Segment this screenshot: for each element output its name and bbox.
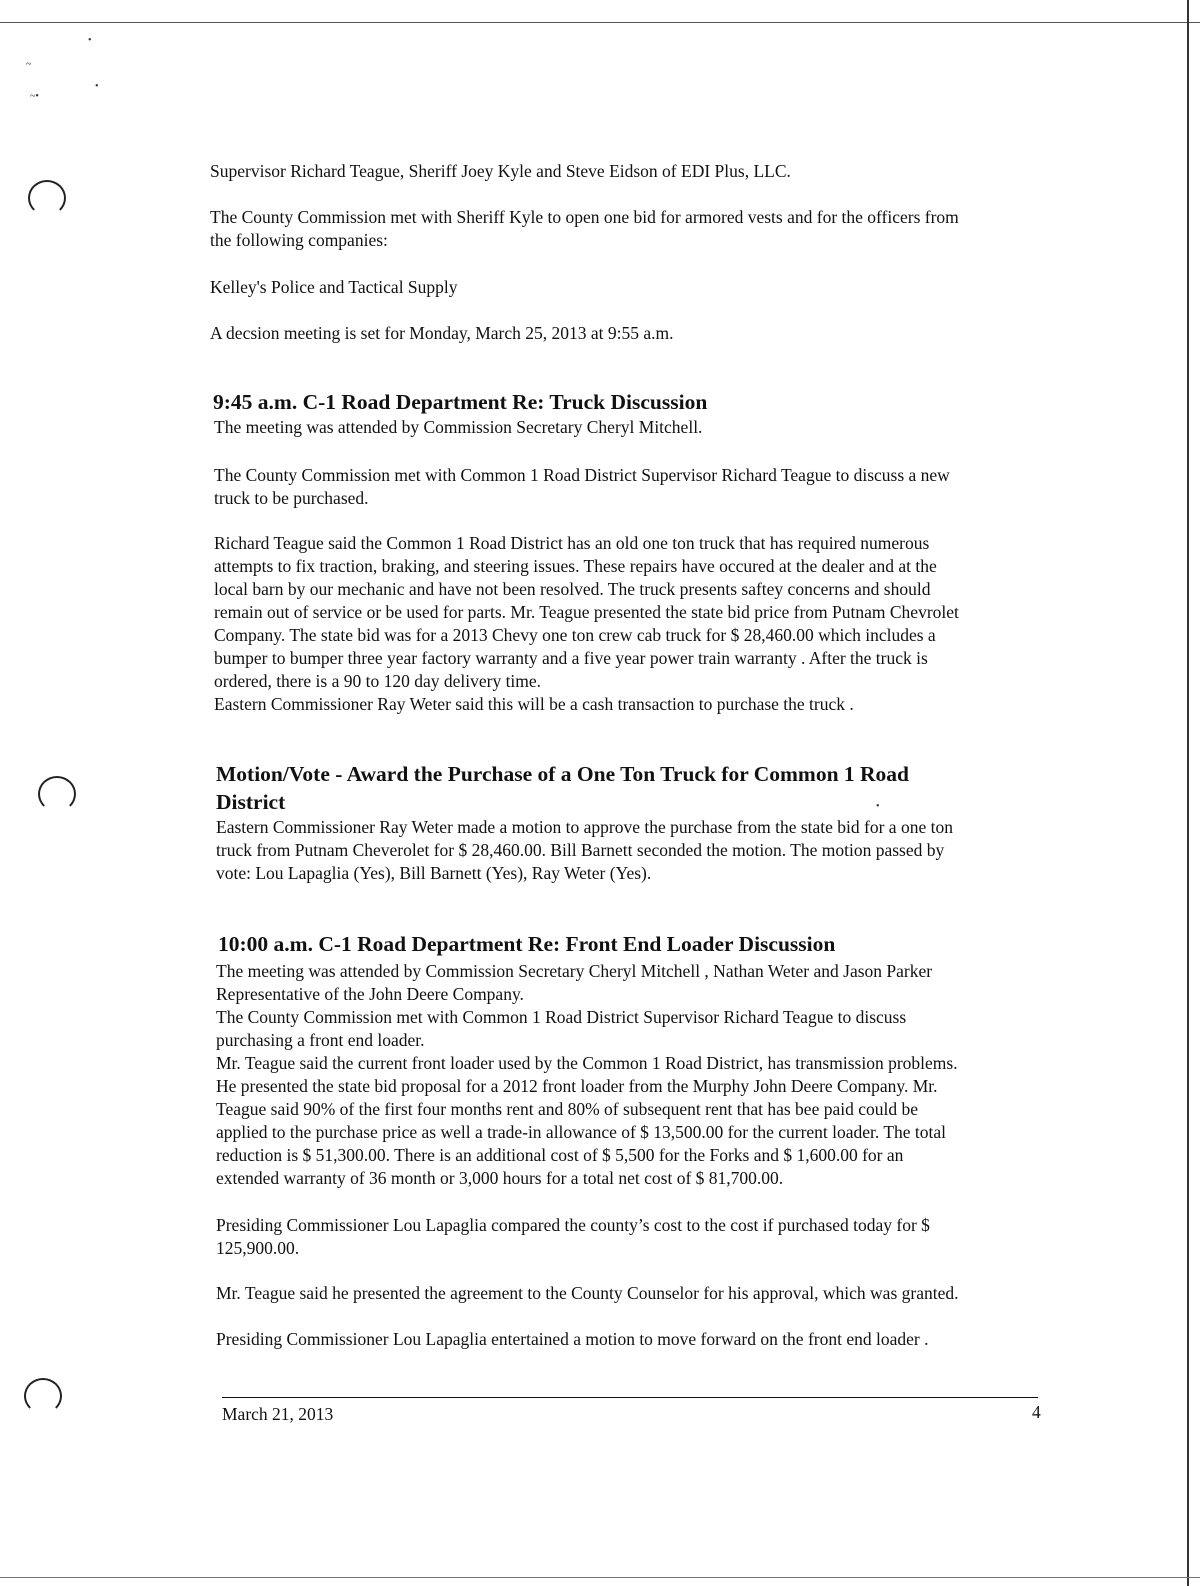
scan-speck: ~	[26, 59, 32, 70]
scan-edge-top	[0, 22, 1200, 23]
scan-speck: •	[95, 81, 99, 92]
loader-motion-note: Presiding Commissioner Lou Lapaglia entertained a motion to move forward on the front end loader .	[216, 1329, 929, 1349]
scan-speck: •	[876, 801, 880, 812]
truck-attendance: The meeting was attended by Commission Secretary Cheryl Mitchell.	[214, 417, 703, 437]
scan-speck: •	[88, 35, 92, 46]
scan-edge-right	[1187, 0, 1189, 1586]
decision-meeting-note: A decsion meeting is set for Monday, March 25, 2013 at 9:55 a.m.	[210, 323, 674, 343]
loader-meeting-purpose: The County Commission met with Common 1 Road District Supervisor Richard Teague to discuss purchasing a front end loader.	[216, 1007, 907, 1050]
truck-meeting-purpose: The County Commission met with Common 1 Road District Supervisor Richard Teague to discuss a new truck to be purchased.	[214, 465, 950, 508]
bidder-company: Kelley's Police and Tactical Supply	[210, 277, 458, 297]
scan-speck: ~•	[30, 91, 39, 102]
cost-comparison-paragraph: Presiding Commissioner Lou Lapaglia compared the county’s cost to the cost if purchased today for $ 125,900.00.	[216, 1215, 930, 1258]
motion-vote-heading: Motion/Vote - Award the Purchase of a One Ton Truck for Common 1 Road District	[216, 762, 910, 814]
loader-discussion-heading: 10:00 a.m. C-1 Road Department Re: Front End Loader Discussion	[218, 932, 836, 956]
attendees-line: Supervisor Richard Teague, Sheriff Joey Kyle and Steve Eidson of EDI Plus, LLC.	[210, 161, 791, 181]
punch-hole-top	[28, 180, 66, 216]
punch-hole-bottom	[24, 1378, 62, 1414]
footer-date: March 21, 2013	[222, 1404, 334, 1424]
punch-hole-middle	[38, 776, 76, 812]
truck-discussion-heading: 9:45 a.m. C-1 Road Department Re: Truck Discussion	[213, 390, 708, 414]
truck-details-paragraph: Richard Teague said the Common 1 Road District has an old one ton truck that has required numerous attempts to fix traction, braking, and steering issues. These repairs have occured at the dealer and at the local barn by our mechanic and have not been resolved. The truck presents saftey concerns and should remain out of service or be used for parts. Mr. Teague presented the state bid price from Putnam Chevrolet Company. The state bid was for a 2013 Chevy one ton crew cab truck for $ 28,460.00 which includes a bumper to bumper three year factory warranty and a five year power train warranty . After the truck is ordered, there is a 90 to 120 day delivery time. Eastern Commissioner Ray Weter said this will be a cash transaction to purchase the truck .	[214, 533, 959, 714]
page-number: 4	[1032, 1402, 1041, 1422]
loader-details-paragraph: Mr. Teague said the current front loader used by the Common 1 Road District, has transmission problems. He presented the state bid proposal for a 2012 front loader from the Murphy John Deere Company. Mr. Teague said 90% of the first four months rent and 80% of subsequent rent that has bee paid could be applied to the purchase price as well a trade-in allowance of $ 13,500.00 for the current loader. The total reduction is $ 51,300.00. There is an additional cost of $ 5,500 for the Forks and $ 1,600.00 for an extended warranty of 36 month or 3,000 hours for a total net cost of $ 81,700.00.	[216, 1053, 958, 1188]
footer-rule	[222, 1397, 1038, 1398]
bid-opening-paragraph: The County Commission met with Sheriff Kyle to open one bid for armored vests and for the officers from the following companies:	[210, 207, 959, 250]
counselor-approval-note: Mr. Teague said he presented the agreement to the County Counselor for his approval, which was granted.	[216, 1283, 959, 1303]
loader-attendance: The meeting was attended by Commission Secretary Cheryl Mitchell , Nathan Weter and Jason Parker Representative of the John Deere Company.	[216, 961, 933, 1004]
motion-vote-text: Eastern Commissioner Ray Weter made a motion to approve the purchase from the state bid for a one ton truck from Putnam Cheverolet for $ 28,460.00. Bill Barnett seconded the motion. The motion passed by vote: Lou Lapaglia (Yes), Bill Barnett (Yes), Ray Weter (Yes).	[216, 817, 953, 883]
scan-edge-bottom	[0, 1577, 1200, 1578]
